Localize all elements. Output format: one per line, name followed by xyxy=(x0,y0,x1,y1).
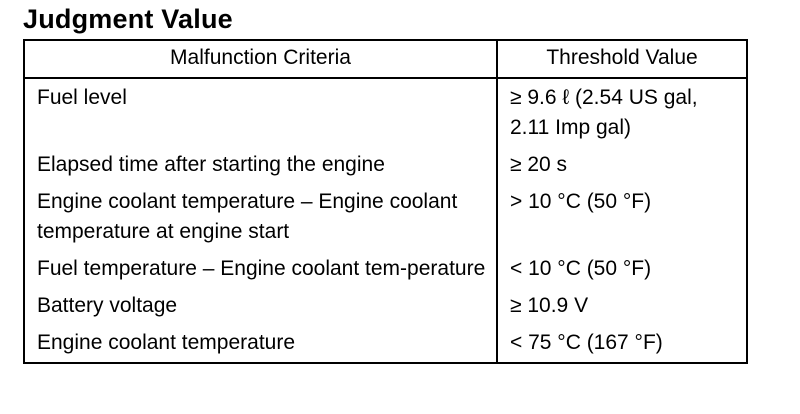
threshold-cell: ≥ 10.9 V xyxy=(497,288,747,325)
judgment-value-table xyxy=(23,39,748,364)
threshold-cell: > 10 °C (50 °F) xyxy=(497,184,747,251)
criteria-cell: Engine coolant temperature xyxy=(24,325,497,363)
criteria-cell: Elapsed time after starting the engine xyxy=(24,147,497,184)
threshold-cell: < 10 °C (50 °F) xyxy=(497,251,747,288)
table-row xyxy=(24,147,747,184)
table-row xyxy=(24,184,747,251)
table-row xyxy=(24,78,747,147)
header-threshold-value: Threshold Value xyxy=(497,40,747,78)
threshold-cell: ≥ 20 s xyxy=(497,147,747,184)
criteria-cell: Fuel level xyxy=(24,78,497,147)
header-malfunction-criteria: Malfunction Criteria xyxy=(24,40,497,78)
threshold-cell: < 75 °C (167 °F) xyxy=(497,325,747,363)
table-row xyxy=(24,325,747,363)
criteria-cell: Fuel temperature – Engine coolant tem-perature xyxy=(24,251,497,288)
threshold-cell: ≥ 9.6 ℓ (2.54 US gal, 2.11 Imp gal) xyxy=(497,78,747,147)
criteria-cell: Battery voltage xyxy=(24,288,497,325)
table-row xyxy=(24,288,747,325)
page-title: Judgment Value xyxy=(23,4,233,34)
table-header-row xyxy=(24,40,747,78)
criteria-cell: Engine coolant temperature – Engine coolant temperature at engine start xyxy=(24,184,497,251)
table-row xyxy=(24,251,747,288)
